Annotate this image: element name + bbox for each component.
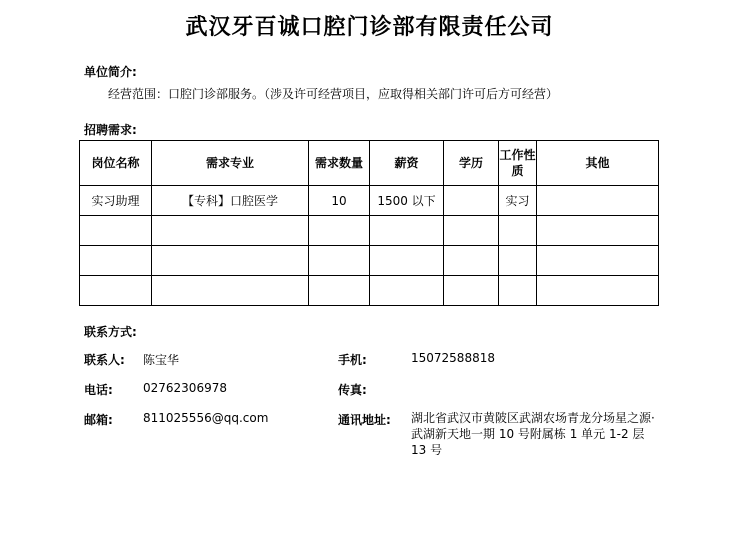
mobile-value: 15072588818 [411,351,495,365]
address-value: 湖北省武汉市黄陂区武湖农场青龙分场星之源·武湖新天地一期 10 号附属栋 1 单元 1-2 层 13 号 [411,411,655,457]
cell-major [152,276,309,306]
cell-salary [370,216,444,246]
cell-quantity [309,216,370,246]
phone-value: 02762306978 [143,381,227,395]
cell-job-type: 实习 [499,186,537,216]
phone-label: 电话: [84,383,113,397]
cell-major: 【专科】口腔医学 [152,186,309,216]
header-major: 需求专业 [152,141,309,186]
table-row [80,246,659,276]
cell-quantity [309,246,370,276]
recruit-label: 招聘需求: [84,123,137,137]
cell-major [152,246,309,276]
cell-education [444,276,499,306]
address-label: 通讯地址: [338,413,391,427]
table-row [80,186,659,216]
recruitment-table [79,140,659,306]
cell-position [80,216,152,246]
email-label: 邮箱: [84,413,113,427]
contact-person-label: 联系人: [84,353,125,367]
cell-education [444,216,499,246]
header-other: 其他 [537,141,659,186]
cell-job-type [499,216,537,246]
cell-education [444,246,499,276]
cell-other [537,276,659,306]
cell-job-type [499,246,537,276]
contact-person-value: 陈宝华 [143,353,180,367]
business-scope-text: 经营范围：口腔门诊部服务。（涉及许可经营项目，应取得相关部门许可后方可经营） [108,87,559,101]
header-salary: 薪资 [370,141,444,186]
cell-other [537,246,659,276]
header-education: 学历 [444,141,499,186]
cell-major [152,216,309,246]
header-position: 岗位名称 [80,141,152,186]
cell-education [444,186,499,216]
cell-quantity: 10 [309,186,370,216]
cell-other [537,216,659,246]
cell-position: 实习助理 [80,186,152,216]
table-row [80,216,659,246]
cell-job-type [499,276,537,306]
header-quantity: 需求数量 [309,141,370,186]
mobile-label: 手机: [338,353,367,367]
cell-salary: 1500 以下 [370,186,444,216]
cell-salary [370,246,444,276]
cell-quantity [309,276,370,306]
fax-label: 传真: [338,383,367,397]
cell-position [80,246,152,276]
intro-label: 单位简介: [84,65,137,79]
table-row [80,276,659,306]
table-header-row [80,141,659,186]
header-job-type: 工作性质 [499,141,537,186]
company-title: 武汉牙百诚口腔门诊部有限责任公司 [185,15,554,40]
cell-other [537,186,659,216]
contact-label: 联系方式: [84,325,137,339]
cell-position [80,276,152,306]
cell-salary [370,276,444,306]
email-value: 811025556@qq.com [143,411,269,425]
